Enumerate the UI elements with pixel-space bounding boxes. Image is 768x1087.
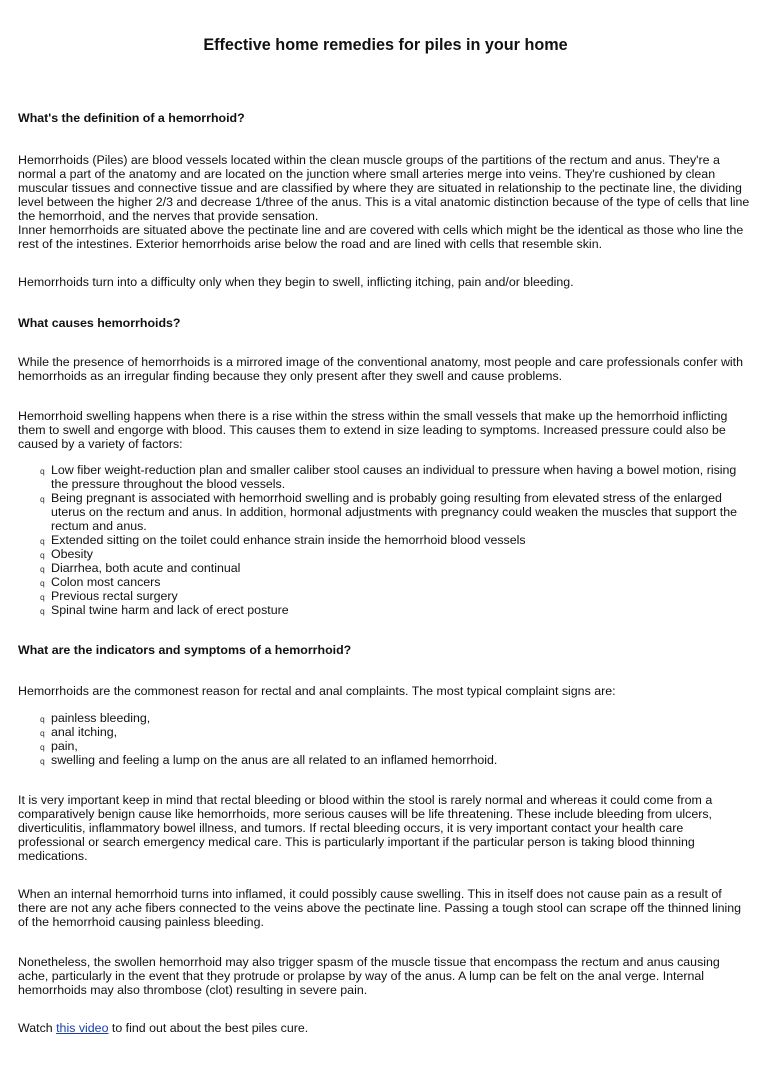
paragraph-complaints: Hemorrhoids are the commonest reason for rectal and anal complaints. The most typical complaint signs are: — [18, 684, 616, 698]
paragraph-swell: Hemorrhoids turn into a difficulty only when they begin to swell, inflicting itching, pain and/or bleeding. — [18, 275, 574, 289]
video-link[interactable]: this video — [56, 1021, 109, 1035]
bullet-icon: q — [40, 578, 45, 588]
bullet-icon: q — [40, 714, 45, 724]
cause-item — [18, 575, 753, 589]
bullet-icon: q — [40, 606, 45, 616]
bullet-icon: q — [40, 466, 45, 476]
heading-symptoms: What are the indicators and symptoms of a hemorrhoid? — [18, 643, 352, 657]
bullet-icon: q — [40, 756, 45, 766]
paragraph-anatomy: While the presence of hemorrhoids is a mirrored image of the conventional anatomy, most people and care professionals confer with hemorrhoids as an irregular finding because they only present after they swell and cause problems. — [18, 355, 743, 383]
paragraph-swelling-pressure: Hemorrhoid swelling happens when there is a rise within the stress within the small vessels that make up the hemorrhoid inflicting them to swell and engorge with blood. This causes them to extend in size leading to symptoms. Increased pressure could also be caused by a variety of factors: — [18, 409, 728, 451]
cause-item-text: Colon most cancers — [51, 575, 161, 589]
bullet-icon: q — [40, 592, 45, 602]
watch-text-after: to find out about the best piles cure. — [108, 1021, 309, 1035]
bullet-icon: q — [40, 742, 45, 752]
symptom-item-text: swelling and feeling a lump on the anus are all related to an inflamed hemorrhoid. — [51, 753, 498, 767]
symptom-item-text: pain, — [51, 739, 78, 753]
symptoms-list — [18, 711, 753, 767]
cause-item — [18, 463, 753, 491]
bullet-icon: q — [40, 728, 45, 738]
bullet-icon: q — [40, 494, 45, 504]
paragraph-inner-exterior: Inner hemorrhoids are situated above the pectinate line and are covered with cells which might be the identical as those who line the rest of the intestines. Exterior hemorrhoids arise below the road and are lined with cells that resemble skin. — [18, 223, 744, 251]
heading-definition: What's the definition of a hemorrhoid? — [18, 111, 245, 125]
bullet-icon: q — [40, 564, 45, 574]
cause-item — [18, 603, 753, 617]
symptom-item — [18, 711, 753, 725]
bullet-icon: q — [40, 550, 45, 560]
cause-item — [18, 589, 753, 603]
document-title: Effective home remedies for piles in your home — [203, 36, 568, 54]
cause-item-text: Being pregnant is associated with hemorrhoid swelling and is probably going resulting from elevated stress of the enlarged uterus on the rectum and anus. In addition, hormonal adjustments with pregnancy could weaken the muscles that support the rectum and anus. — [51, 491, 738, 533]
cause-item — [18, 561, 753, 575]
symptom-item — [18, 725, 753, 739]
cause-item-text: Extended sitting on the toilet could enhance strain inside the hemorrhoid blood vessels — [51, 533, 526, 547]
cause-item-text: Previous rectal surgery — [51, 589, 178, 603]
cause-item — [18, 547, 753, 561]
cause-item-text: Diarrhea, both acute and continual — [51, 561, 241, 575]
cause-item-text: Spinal twine harm and lack of erect posture — [51, 603, 289, 617]
cause-item-text: Low fiber weight-reduction plan and smaller caliber stool causes an individual to pressure when having a bowel motion, rising the pressure throughout the blood vessels. — [51, 463, 737, 491]
symptom-item-text: anal itching, — [51, 725, 118, 739]
paragraph-rectal-bleeding: It is very important keep in mind that rectal bleeding or blood within the stool is rarely normal and whereas it could come from a comparatively benign cause like hemorrhoids, more serious causes will be life threatening. These include bleeding from ulcers, diverticulitis, inflammatory bowel illness, and tumors. If rectal bleeding occurs, it is very important contact your health care professional or search emergency medical care. This is particularly important if the particular person is taking blood thinning medications. — [18, 793, 713, 863]
symptom-item-text: painless bleeding, — [51, 711, 151, 725]
cause-item — [18, 491, 753, 533]
heading-causes: What causes hemorrhoids? — [18, 316, 181, 330]
cause-item-text: Obesity — [51, 547, 94, 561]
bullet-icon: q — [40, 536, 45, 546]
paragraph-internal-hemorrhoid: When an internal hemorrhoid turns into inflamed, it could possibly cause swelling. This in itself does not cause pain as a result of there are not any ache fibers connected to the veins above the pectinate line. Passing a tough stool can scrape off the thinned lining of the hemorrhoid causing painless bleeding. — [18, 887, 742, 929]
watch-text-before: Watch — [18, 1021, 57, 1035]
watch-line — [18, 1021, 753, 1035]
cause-item — [18, 533, 753, 547]
causes-list — [18, 463, 753, 617]
symptom-item — [18, 739, 753, 753]
paragraph-definition: Hemorrhoids (Piles) are blood vessels located within the clean muscle groups of the partitions of the rectum and anus. They're a normal a part of the anatomy and are located on the junction where small arteries merge into veins. They're cushioned by clean muscular tissues and connective tissue and are classified by where they are situated in relationship to the pectinate line, the dividing level between the higher 2/3 and decrease 1/three of the anus. This is a vital anatomic distinction because of the type of cells that line the hemorrhoid, and the nerves that provide sensation. — [18, 153, 750, 223]
paragraph-spasm: Nonetheless, the swollen hemorrhoid may also trigger spasm of the muscle tissue that encompass the rectum and anus causing ache, particularly in the event that they protrude or prolapse by way of the anus. A lump can be felt on the anal verge. Internal hemorrhoids may also thrombose (clot) resulting in severe pain. — [18, 955, 720, 997]
symptom-item — [18, 753, 753, 767]
